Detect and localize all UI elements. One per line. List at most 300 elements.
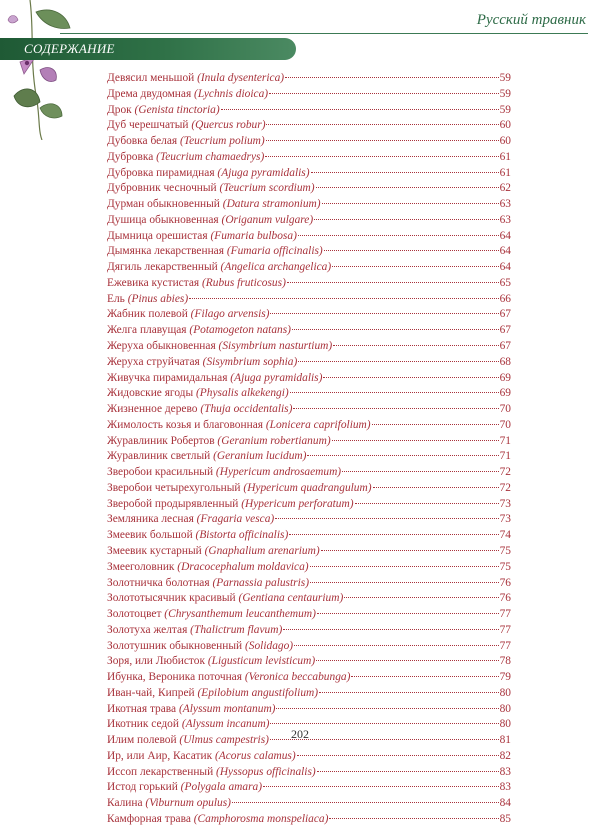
toc-entry[interactable]: [107, 87, 511, 103]
running-title: Русский травник: [476, 12, 586, 28]
toc-entry-latin-close: ): [337, 466, 342, 479]
toc-entry[interactable]: [107, 780, 511, 796]
toc-entry-latin-name: Quercus robur: [195, 119, 262, 132]
toc-entry[interactable]: [107, 654, 511, 670]
toc-page-number: 82: [499, 749, 511, 762]
toc-entry[interactable]: [107, 371, 511, 387]
toc-entry-latin-name: Physalis alkekengi: [199, 387, 285, 400]
toc-entry[interactable]: [107, 465, 511, 481]
toc-entry-latin-name: Genista tinctoria: [138, 103, 216, 116]
toc-entry-latin-name: Datura stramonium: [226, 198, 317, 211]
toc-entry[interactable]: [107, 544, 511, 560]
toc-entry-latin-close: ): [305, 166, 310, 179]
toc-entry-latin-name: Fumaria officinalis: [230, 245, 319, 258]
page-number: 202: [291, 727, 309, 741]
toc-entry-common-name: Дрема двудомная: [107, 87, 192, 100]
toc-entry-title: [107, 292, 188, 308]
toc-entry-latin-close: ): [227, 797, 231, 810]
toc-page-number: 64: [499, 229, 511, 242]
toc-entry-latin-close: ): [215, 103, 220, 116]
toc-entry[interactable]: [107, 576, 511, 592]
toc-page-number: 65: [499, 276, 511, 289]
toc-entry-latin-open: (: [192, 529, 200, 542]
toc-entry-title: [107, 402, 292, 418]
toc-entry[interactable]: [107, 402, 511, 418]
toc-entry-common-name: Зверобой продырявленный: [107, 497, 239, 510]
toc-entry[interactable]: [107, 181, 511, 197]
toc-entry[interactable]: [107, 670, 511, 686]
toc-entry-common-name: Калина: [107, 797, 143, 810]
toc-entry[interactable]: [107, 260, 511, 276]
toc-entry-common-name: Дуб черешчатый: [107, 119, 189, 132]
toc-entry[interactable]: [107, 434, 511, 450]
toc-entry-latin-close: ): [289, 639, 294, 652]
toc-entry-latin-close: ): [366, 418, 371, 431]
toc-entry-latin-close: ): [367, 481, 372, 494]
toc-entry-common-name: Илим полевой: [107, 734, 177, 747]
toc-entry-latin-open: (: [210, 450, 217, 463]
plant-illustration: [0, 0, 80, 140]
toc-entry[interactable]: [107, 812, 511, 828]
toc-leader-dots: [297, 755, 499, 756]
toc-entry[interactable]: [107, 229, 511, 245]
toc-entry-latin-open: (: [227, 371, 235, 384]
toc-entry-latin-name: Epilobium angustifolium: [201, 686, 315, 699]
toc-leader-dots: [276, 708, 498, 709]
toc-entry-latin-close: ): [265, 718, 270, 731]
toc-page-number: 72: [499, 466, 511, 479]
toc-entry[interactable]: [107, 118, 511, 134]
toc-entry-latin-name: Teucrium chamaedrys: [159, 150, 261, 163]
toc-entry-latin-open: (: [216, 182, 224, 195]
toc-entry-title: [107, 213, 313, 229]
toc-entry-latin-open: (: [238, 497, 246, 510]
toc-page-number: 69: [499, 387, 511, 400]
toc-page-number: 85: [499, 812, 511, 825]
toc-entry[interactable]: [107, 276, 511, 292]
toc-page-number: 63: [499, 198, 511, 211]
toc-entry-title: [107, 749, 296, 765]
toc-leader-dots: [329, 818, 498, 819]
toc-entry-latin-close: ): [326, 434, 331, 447]
toc-leader-dots: [221, 109, 499, 110]
toc-entry-latin-close: ): [288, 403, 293, 416]
toc-entry[interactable]: [107, 355, 511, 371]
toc-entry-latin-close: ): [318, 371, 323, 384]
toc-entry-common-name: Желга плавущая: [107, 324, 187, 337]
toc-entry-common-name: Икотник седой: [107, 718, 179, 731]
toc-page-number: 62: [499, 182, 511, 195]
section-title: СОДЕРЖАНИЕ: [24, 41, 115, 56]
toc-entry-common-name: Икотная трава: [107, 702, 177, 715]
toc-page-number: 73: [499, 497, 511, 510]
toc-entry-common-name: Душица обыкновенная: [107, 213, 219, 226]
toc-page-number: 59: [499, 72, 511, 84]
toc-entry-common-name: Дубровка: [107, 150, 154, 163]
toc-entry-title: [107, 654, 315, 670]
toc-entry-title: [107, 497, 354, 513]
toc-entry-latin-open: (: [235, 592, 243, 605]
toc-leader-dots: [342, 471, 499, 472]
toc-entry-latin-close: ): [311, 655, 316, 668]
toc-page-number: 67: [499, 308, 511, 321]
toc-page-number: 60: [499, 119, 511, 132]
toc-leader-dots: [319, 692, 499, 693]
toc-entry-latin-open: (: [177, 781, 185, 794]
toc-entry-latin-open: (: [153, 150, 160, 163]
toc-entry[interactable]: [107, 686, 511, 702]
toc-entry-latin-name: Lychnis dioica: [197, 87, 265, 100]
toc-entry-common-name: Дубровка пирамидная: [107, 166, 215, 179]
toc-page-number: 64: [499, 261, 511, 274]
toc-page-number: 70: [499, 403, 511, 416]
toc-entry-common-name: Жизненное дерево: [107, 403, 198, 416]
toc-entry-latin-open: (: [176, 734, 184, 747]
toc-entry-latin-close: ): [346, 671, 351, 684]
toc-entry-latin-open: (: [199, 355, 207, 368]
toc-entry-latin-close: ): [293, 229, 297, 242]
toc-entry-common-name: Камфорная трава: [107, 812, 191, 825]
toc-entry-common-name: Змееголовник: [107, 560, 175, 573]
toc-entry-common-name: Истод горький: [107, 781, 178, 794]
toc-entry-latin-open: (: [205, 655, 212, 668]
toc-entry-latin-name: Hypericum quadrangulum: [247, 481, 368, 494]
toc-entry-latin-open: (: [161, 608, 169, 621]
toc-entry-latin-close: ): [284, 529, 289, 542]
toc-entry-title: [107, 434, 331, 450]
toc-entry-latin-open: (: [131, 103, 139, 116]
toc-entry-latin-open: (: [263, 418, 270, 431]
toc-entry-latin-name: Parnassia palustris: [216, 576, 306, 589]
toc-entry-latin-open: (: [213, 466, 220, 479]
toc-entry-common-name: Журавлиник Робертов: [107, 434, 215, 447]
toc-entry[interactable]: [107, 591, 511, 607]
toc-entry-title: [107, 765, 316, 781]
toc-entry-common-name: Золотушник обыкновенный: [107, 639, 243, 652]
toc-entry-common-name: Земляника лесная: [107, 513, 194, 526]
header-rule: [60, 33, 588, 34]
toc-entry-common-name: Живучка пирамидальная: [107, 371, 228, 384]
toc-page-number: 64: [499, 245, 511, 258]
toc-entry-latin-name: Lonicera caprifolium: [269, 418, 367, 431]
toc-leader-dots: [289, 534, 498, 535]
toc-page-number: 84: [499, 797, 511, 810]
toc-leader-dots: [317, 613, 499, 614]
toc-entry-common-name: Дурман обыкновенный: [107, 198, 220, 211]
toc-entry-latin-open: (: [194, 72, 201, 84]
toc-entry[interactable]: [107, 639, 511, 655]
toc-entry-latin-open: (: [177, 135, 184, 148]
toc-entry-title: [107, 560, 309, 576]
toc-entry-title: [107, 544, 320, 560]
toc-entry-latin-open: (: [212, 749, 219, 762]
toc-leader-dots: [332, 440, 499, 441]
section-band: [0, 38, 296, 60]
toc-entry-latin-name: Fragaria vesca: [200, 513, 271, 526]
toc-leader-dots: [298, 235, 499, 236]
toc-entry-title: [107, 355, 297, 371]
toc-entry-latin-open: (: [176, 702, 183, 715]
toc-entry-latin-close: ): [258, 781, 262, 794]
toc-entry-latin-name: Camphorosma monspeliaca: [197, 812, 325, 825]
toc-entry-title: [107, 481, 372, 497]
toc-entry[interactable]: [107, 244, 511, 260]
toc-entry[interactable]: [107, 386, 511, 402]
toc-leader-dots: [293, 408, 498, 409]
toc-entry[interactable]: [107, 418, 511, 434]
toc-entry-common-name: Золотуха желтая: [107, 623, 188, 636]
toc-entry[interactable]: [107, 134, 511, 150]
toc-leader-dots: [322, 203, 499, 204]
toc-entry[interactable]: [107, 481, 511, 497]
toc-entry-latin-open: (: [124, 292, 132, 305]
toc-entry[interactable]: [107, 292, 511, 308]
toc-entry-latin-open: (: [214, 434, 222, 447]
toc-leader-dots: [310, 566, 499, 567]
toc-entry-latin-open: (: [142, 797, 150, 810]
toc-entry-common-name: Иван-чай, Кипрей: [107, 686, 195, 699]
toc-entry-common-name: Золотоцвет: [107, 608, 162, 621]
toc-page-number: 83: [499, 781, 511, 794]
toc-entry-latin-close: ): [309, 213, 314, 226]
toc-leader-dots: [283, 629, 498, 630]
toc-entry[interactable]: [107, 71, 511, 87]
toc-page-number: 76: [499, 592, 511, 605]
toc-entry[interactable]: [107, 528, 511, 544]
toc-page-number: 61: [499, 166, 511, 179]
toc-entry-latin-open: (: [178, 718, 186, 731]
toc-entry-latin-close: ): [316, 198, 321, 211]
toc-entry-title: [107, 197, 321, 213]
toc-entry-common-name: Журавлиник светлый: [107, 450, 211, 463]
toc-page-number: 60: [499, 135, 511, 148]
toc-entry-latin-close: ): [282, 276, 286, 289]
toc-entry-latin-open: (: [241, 671, 249, 684]
toc-entry-title: [107, 150, 264, 166]
toc-leader-dots: [275, 518, 498, 519]
toc-entry-common-name: Жимолость козья и благовонная: [107, 418, 263, 431]
toc-entry[interactable]: [107, 166, 511, 182]
toc-entry-latin-close: ): [265, 734, 269, 747]
toc-leader-dots: [290, 392, 499, 393]
toc-entry-latin-close: ): [264, 87, 269, 100]
toc-page-number: 83: [499, 765, 511, 778]
toc-page-number: 66: [499, 292, 511, 305]
toc-leader-dots: [189, 298, 498, 299]
toc-leader-dots: [287, 282, 499, 283]
toc-entry-latin-close: ): [314, 686, 319, 699]
toc-entry-latin-open: (: [223, 245, 231, 258]
toc-entry-latin-name: Veronica beccabunga: [248, 671, 347, 684]
toc-entry[interactable]: [107, 749, 511, 765]
toc-entry-common-name: Девясил меньшой: [107, 72, 195, 84]
toc-entry-latin-open: (: [218, 213, 226, 226]
toc-entry-latin-name: Ulmus campestris: [183, 734, 266, 747]
toc-entry-latin-close: ): [271, 702, 276, 715]
toc-entry-latin-name: Fumaria bulbosa: [214, 229, 294, 242]
toc-page-number: 74: [499, 529, 511, 542]
toc-entry-latin-open: (: [242, 639, 249, 652]
toc-page-number: 73: [499, 513, 511, 526]
toc-entry-title: [107, 607, 316, 623]
toc-entry-common-name: Жеруха обыкновенная: [107, 340, 216, 353]
toc-page-number: 59: [499, 103, 511, 116]
toc-entry-title: [107, 812, 328, 828]
toc-entry-latin-open: (: [194, 686, 202, 699]
toc-entry-title: [107, 780, 262, 796]
toc-entry[interactable]: [107, 702, 511, 718]
toc-entry-latin-name: Sisymbrium nasturtium: [222, 340, 329, 353]
toc-leader-dots: [372, 424, 499, 425]
toc-entry-latin-open: (: [187, 623, 194, 636]
toc-entry[interactable]: [107, 150, 511, 166]
toc-entry-latin-open: (: [193, 387, 200, 400]
toc-entry-latin-close: ): [318, 245, 323, 258]
toc-entry-common-name: Дубровник чесночный: [107, 182, 217, 195]
toc-entry-title: [107, 386, 289, 402]
toc-entry-title: [107, 323, 291, 339]
toc-entry[interactable]: [107, 449, 511, 465]
toc-entry[interactable]: [107, 497, 511, 513]
toc-leader-dots: [317, 771, 499, 772]
toc-page-number: 72: [499, 481, 511, 494]
toc-leader-dots: [351, 676, 498, 677]
toc-entry[interactable]: [107, 796, 511, 812]
toc-entry-latin-close: ): [328, 340, 333, 353]
toc-entry-common-name: Ибунка, Вероника поточная: [107, 671, 242, 684]
toc-page-number: 59: [499, 87, 511, 100]
toc-entry[interactable]: [107, 213, 511, 229]
toc-page-number: 70: [499, 418, 511, 431]
toc-page-number: 79: [499, 671, 511, 684]
toc-entry-latin-close: ): [184, 292, 189, 305]
toc-leader-dots: [266, 140, 499, 141]
toc-entry-latin-open: (: [215, 340, 223, 353]
toc-entry-common-name: Ель: [107, 292, 125, 305]
toc-entry-latin-open: (: [186, 324, 194, 337]
toc-entry-common-name: Золотничка болотная: [107, 576, 210, 589]
toc-page-number: 81: [499, 734, 511, 747]
toc-entry-title: [107, 670, 350, 686]
toc-entry-common-name: Иссоп лекарственный: [107, 765, 214, 778]
toc-entry[interactable]: [107, 512, 511, 528]
toc-entry-latin-name: Thalictrum flavum: [193, 623, 279, 636]
toc-entry-latin-close: ): [291, 749, 296, 762]
toc-entry[interactable]: [107, 307, 511, 323]
toc-entry-latin-close: ): [284, 387, 289, 400]
toc-entry-title: [107, 591, 343, 607]
toc-entry-latin-name: Ajuga pyramidalis: [221, 166, 306, 179]
toc-entry-common-name: Ежевика кустистая: [107, 276, 200, 289]
toc-entry-latin-name: Dracocephalum moldavica: [181, 560, 305, 573]
toc-page-number: 78: [499, 655, 511, 668]
toc-entry-title: [107, 260, 331, 276]
toc-leader-dots: [311, 172, 499, 173]
toc-entry[interactable]: [107, 607, 511, 623]
toc-entry-title: [107, 134, 265, 150]
toc-page-number: 80: [499, 718, 511, 731]
toc-leader-dots: [266, 124, 498, 125]
toc-entry-latin-close: ): [287, 324, 291, 337]
toc-page-number: 71: [499, 450, 511, 463]
toc-page-number: 80: [499, 686, 511, 699]
toc-entry-latin-name: Hypericum perforatum: [245, 497, 350, 510]
toc-entry-title: [107, 576, 309, 592]
toc-entry-latin-name: Angelica archangelica: [224, 261, 328, 274]
toc-entry[interactable]: [107, 765, 511, 781]
toc-entry-latin-name: Origanum vulgare: [225, 213, 310, 226]
toc-entry-common-name: Зоря, или Любисток: [107, 655, 205, 668]
toc-entry[interactable]: [107, 323, 511, 339]
toc-leader-dots: [332, 266, 498, 267]
toc-entry-latin-name: Ligusticum levisticum: [211, 655, 312, 668]
toc-entry-latin-name: Ajuga pyramidalis: [234, 371, 319, 384]
toc-entry-latin-open: (: [217, 261, 225, 274]
toc-entry-latin-open: (: [187, 308, 195, 321]
toc-entry-title: [107, 528, 288, 544]
toc-entry-common-name: Жабник полевой: [107, 308, 188, 321]
toc-entry-latin-open: (: [191, 87, 198, 100]
toc-leader-dots: [292, 329, 499, 330]
toc-entry-latin-close: ): [265, 308, 270, 321]
toc-entry-latin-name: Alyssum montanum: [182, 702, 272, 715]
toc-entry[interactable]: [107, 197, 511, 213]
toc-entry-latin-open: (: [174, 560, 182, 573]
toc-entry-common-name: Дымянка лекарственная: [107, 245, 224, 258]
toc-entry-latin-close: ): [304, 560, 309, 573]
toc-entry-latin-name: Pinus abies: [131, 292, 185, 305]
toc-entry-latin-name: Inula dysenterica: [200, 72, 281, 84]
toc-entry-latin-open: (: [214, 166, 222, 179]
toc-entry-title: [107, 71, 284, 87]
toc-page-number: 75: [499, 560, 511, 573]
toc-entry-latin-close: ): [260, 135, 265, 148]
toc-leader-dots: [355, 503, 499, 504]
toc-entry-latin-close: ): [302, 450, 307, 463]
toc-leader-dots: [323, 377, 498, 378]
toc-entry[interactable]: [107, 103, 511, 119]
toc-entry[interactable]: [107, 339, 511, 355]
toc-leader-dots: [333, 345, 498, 346]
toc-entry-latin-open: (: [240, 481, 248, 494]
toc-page-number: 77: [499, 623, 511, 636]
toc-entry-title: [107, 418, 371, 434]
toc-entry-latin-close: ): [261, 119, 266, 132]
toc-entry-latin-open: (: [213, 765, 220, 778]
toc-entry-latin-close: ): [339, 592, 344, 605]
toc-entry-common-name: Змеевик большой: [107, 529, 193, 542]
toc-entry-latin-name: Hyssopus officinalis: [219, 765, 312, 778]
toc-entry-latin-open: (: [188, 119, 196, 132]
toc-entry-latin-name: Geranium lucidum: [216, 450, 303, 463]
toc-entry-latin-close: ): [315, 544, 320, 557]
toc-entry-latin-name: Teucrium polium: [183, 135, 261, 148]
toc-entry-latin-close: ): [305, 576, 309, 589]
toc-leader-dots: [294, 645, 499, 646]
toc-page-number: 61: [499, 150, 511, 163]
toc-entry-latin-close: ): [293, 355, 298, 368]
toc-entry-latin-close: ): [312, 608, 316, 621]
toc-entry-latin-name: Filago arvensis: [194, 308, 266, 321]
toc-entry-latin-name: Acorus calamus: [218, 749, 292, 762]
toc-page-number: 71: [499, 434, 511, 447]
toc-entry-latin-name: Chrysanthemum leucanthemum: [168, 608, 313, 621]
toc-entry[interactable]: [107, 623, 511, 639]
toc-page-number: 80: [499, 702, 511, 715]
toc-entry-title: [107, 244, 323, 260]
toc-entry-latin-open: (: [190, 812, 198, 825]
toc-entry[interactable]: [107, 560, 511, 576]
